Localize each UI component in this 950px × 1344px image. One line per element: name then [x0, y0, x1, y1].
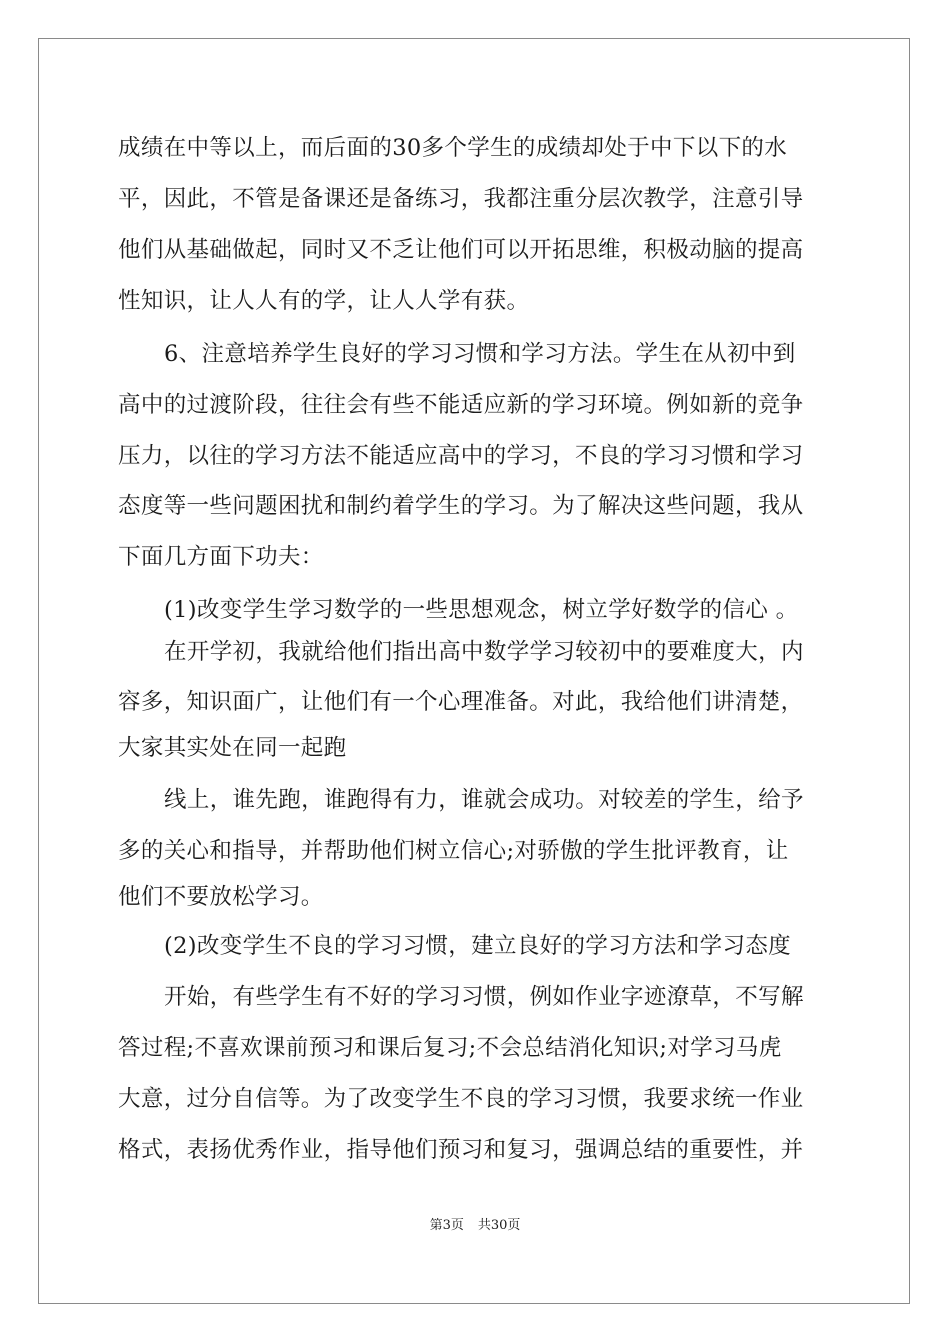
page-border	[38, 38, 910, 1304]
text-line: 平，因此，不管是备课还是备练习，我都注重分层次教学，注意引导	[118, 186, 804, 212]
text-line: 大意，过分自信等。为了改变学生不良的学习习惯，我要求统一作业	[118, 1086, 804, 1112]
text-line: 容多，知识面广，让他们有一个心理准备。对此，我给他们讲清楚，	[118, 689, 804, 715]
text-line: 压力，以往的学习方法不能适应高中的学习，不良的学习习惯和学习	[118, 443, 804, 469]
text-line: 6、注意培养学生良好的学习习惯和学习方法。学生在从初中到	[164, 341, 796, 367]
text-line: 答过程;不喜欢课前预习和课后复习;不会总结消化知识;对学习马虎	[118, 1035, 782, 1061]
text-line: 高中的过渡阶段，往往会有些不能适应新的学习环境。例如新的竞争	[118, 392, 804, 418]
text-line: 态度等一些问题困扰和制约着学生的学习。为了解决这些问题，我从	[118, 493, 804, 519]
page-total: 共30页	[477, 1218, 521, 1233]
text-line: 下面几方面下功夫：	[118, 544, 324, 570]
text-line: 成绩在中等以上，而后面的30多个学生的成绩却处于中下以下的水	[118, 135, 788, 161]
text-line: 线上，谁先跑，谁跑得有力，谁就会成功。对较差的学生，给予	[164, 787, 804, 813]
text-line: 在开学初，我就给他们指出高中数学学习较初中的要难度大，内	[164, 639, 804, 665]
text-line: (1)改变学生学习数学的一些思想观念，树立学好数学的信心 。	[164, 597, 799, 623]
text-line: 开始，有些学生有不好的学习习惯，例如作业字迹潦草，不写解	[164, 984, 804, 1010]
text-line: (2)改变学生不良的学习习惯，建立良好的学习方法和学习态度	[164, 933, 792, 959]
text-line: 性知识，让人人有的学，让人人学有获。	[118, 288, 530, 314]
text-line: 他们从基础做起，同时又不乏让他们可以开拓思维，积极动脑的提高	[118, 237, 804, 263]
text-line: 多的关心和指导，并帮助他们树立信心;对骄傲的学生批评教育，让	[118, 838, 789, 864]
page-footer	[0, 1218, 950, 1234]
text-line: 格式，表扬优秀作业，指导他们预习和复习，强调总结的重要性，并	[118, 1137, 804, 1163]
page-number: 第3页	[429, 1218, 464, 1233]
text-line: 大家其实处在同一起跑	[118, 735, 347, 761]
text-line: 他们不要放松学习。	[118, 884, 324, 910]
